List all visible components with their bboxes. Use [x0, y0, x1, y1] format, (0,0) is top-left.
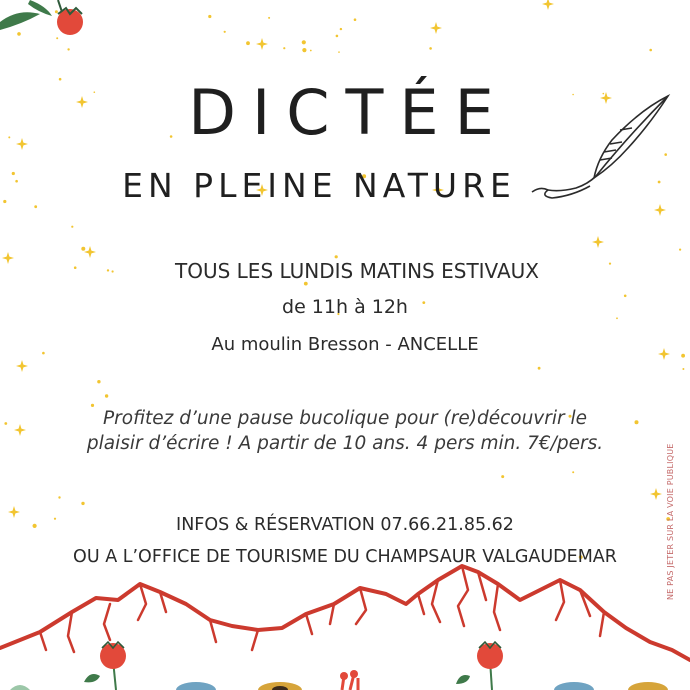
star-dot: [572, 471, 574, 473]
star-dot: [71, 226, 73, 228]
promo-line-2: plaisir d’écrire ! A partir de 10 ans. 4 pers min. 7€/pers.: [86, 433, 604, 454]
star-dot: [538, 367, 541, 370]
flower-icon: [10, 642, 668, 690]
star-dot: [682, 368, 684, 370]
star-dot: [34, 205, 37, 208]
legal-notice: NE PAS JETER SUR LA VOIE PUBLIQUE: [666, 443, 675, 600]
star-dot: [81, 247, 85, 251]
star-dot: [649, 49, 652, 52]
promo-text: [40, 406, 650, 456]
star-dot: [429, 47, 432, 50]
star-icon: [16, 360, 28, 372]
star-icon: [14, 424, 26, 436]
star-icon: [650, 488, 662, 500]
star-dot: [81, 502, 84, 505]
contact-info: INFOS & RÉSERVATION 07.66.21.85.62: [176, 515, 514, 535]
flower-icon: [0, 0, 83, 35]
star-icon: [654, 204, 666, 216]
star-icon: [256, 38, 268, 50]
title: DICTÉE: [188, 76, 510, 149]
star-icon: [430, 22, 442, 34]
star-dot: [664, 153, 667, 156]
star-icon: [84, 246, 96, 258]
star-icon: [542, 0, 554, 10]
star-icon: [592, 236, 604, 248]
subtitle: EN PLEINE NATURE: [122, 166, 516, 205]
star-dot: [208, 15, 211, 18]
location-text: Au moulin Bresson - ANCELLE: [211, 334, 479, 355]
star-dot: [4, 422, 7, 425]
star-dot: [67, 48, 69, 50]
star-dot: [55, 10, 58, 13]
star-dot: [336, 35, 339, 38]
star-dot: [97, 380, 100, 383]
star-dot: [283, 47, 285, 49]
star-dot: [105, 394, 108, 397]
star-dot: [310, 50, 312, 52]
star-dot: [246, 41, 250, 45]
star-dot: [17, 32, 21, 36]
star-dot: [302, 48, 306, 52]
contact-office: OU A L’OFFICE DE TOURISME DU CHAMPSAUR VALGAUDEMAR: [73, 547, 617, 567]
star-dot: [354, 18, 357, 21]
star-dot: [268, 17, 270, 19]
hours-text: de 11h à 12h: [282, 296, 408, 318]
star-dot: [340, 28, 342, 30]
star-dot: [58, 496, 60, 498]
star-dot: [338, 51, 340, 53]
star-dot: [224, 31, 226, 33]
star-dot: [679, 249, 681, 251]
promo-line-1: Profitez d’une pause bucolique pour (re)découvrir le: [102, 408, 587, 429]
star-dot: [302, 40, 306, 44]
star-dot: [335, 255, 338, 258]
schedule-text: TOUS LES LUNDIS MATINS ESTIVAUX: [175, 259, 539, 283]
star-dot: [501, 475, 504, 478]
star-dot: [56, 37, 58, 39]
